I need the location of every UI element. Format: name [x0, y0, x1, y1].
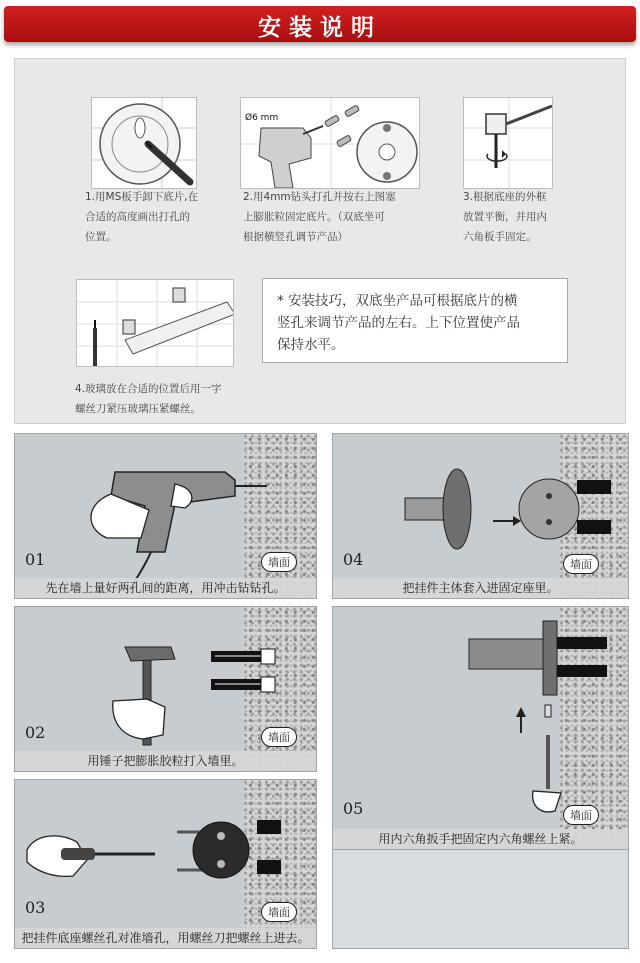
step-card-01 [14, 433, 317, 599]
fitting-illustration [333, 434, 629, 599]
step3-line: 放置平衡，并用内 [463, 211, 547, 223]
step4-line: 螺丝刀紧压玻璃压紧螺丝。 [75, 403, 201, 415]
step2-line: 上膨胀粒固定底片。（双底坐可 [243, 211, 385, 223]
step1-line: 1.用MS板手卸下底片,在 [85, 191, 199, 203]
step3-text [463, 187, 547, 247]
drill-illustration [15, 434, 317, 599]
step3-line: 3.根据底座的外框 [463, 191, 547, 203]
wall-label: 墙面 [563, 554, 599, 574]
step-caption: 先在墙上量好两孔间的距离，用冲击钻钻孔。 [15, 578, 316, 598]
page-title: 安装说明 [258, 14, 382, 41]
step-card-04 [332, 433, 629, 599]
step-caption: 用锤子把膨胀胶粒打入墙里。 [15, 751, 316, 771]
step4-illustration [76, 279, 234, 367]
step-number: 05 [343, 799, 364, 818]
drill-size-label: Ø6 mm [245, 113, 279, 123]
step-card-02 [14, 606, 317, 772]
tip-line: 竖孔来调节产品的左右。上下位置使产品 [277, 315, 520, 331]
step4-line: 4.玻璃放在合适的位置后用一字 [75, 383, 222, 395]
blank-panel [332, 850, 629, 949]
step-number: 03 [25, 898, 46, 917]
step2-illustration [240, 97, 420, 189]
wall-label: 墙面 [261, 727, 297, 747]
step3-line: 六角板手固定。 [463, 231, 537, 243]
step-card-05 [332, 606, 629, 850]
hammer-illustration [15, 607, 317, 772]
tip-line: * 安装技巧，双底坐产品可根据底片的横 [277, 293, 518, 309]
tip-line: 保持水平。 [277, 337, 345, 353]
wall-label: 墙面 [261, 902, 297, 922]
screwdriver-illustration [15, 780, 317, 949]
step2-line: 根据横竖孔调节产品） [243, 231, 348, 243]
title-banner [4, 6, 636, 42]
step-number: 04 [343, 550, 364, 569]
step4-text [75, 379, 222, 419]
step-caption: 用内六角扳手把固定内六角螺丝上紧。 [333, 829, 628, 849]
wall-label: 墙面 [261, 552, 297, 572]
step-card-03 [14, 779, 317, 949]
step2-text [243, 187, 396, 247]
installation-tip-box [262, 278, 568, 363]
step-caption: 把挂件主体套入进固定座里。 [333, 578, 628, 598]
step1-illustration [91, 97, 197, 189]
step1-text [85, 187, 198, 247]
wall-label: 墙面 [563, 805, 599, 825]
step1-line: 合适的高度画出打孔的 [85, 211, 190, 223]
step-number: 02 [25, 723, 46, 742]
step2-line: 2.用4mm钻头打孔并按右上图塞 [243, 191, 396, 203]
step-number: 01 [25, 550, 46, 569]
instructions-panel [14, 58, 626, 424]
step-caption: 把挂件底座螺丝孔对准墙孔，用螺丝刀把螺丝上进去。 [15, 928, 316, 948]
step3-illustration [463, 97, 553, 189]
step1-line: 位置。 [85, 231, 117, 243]
